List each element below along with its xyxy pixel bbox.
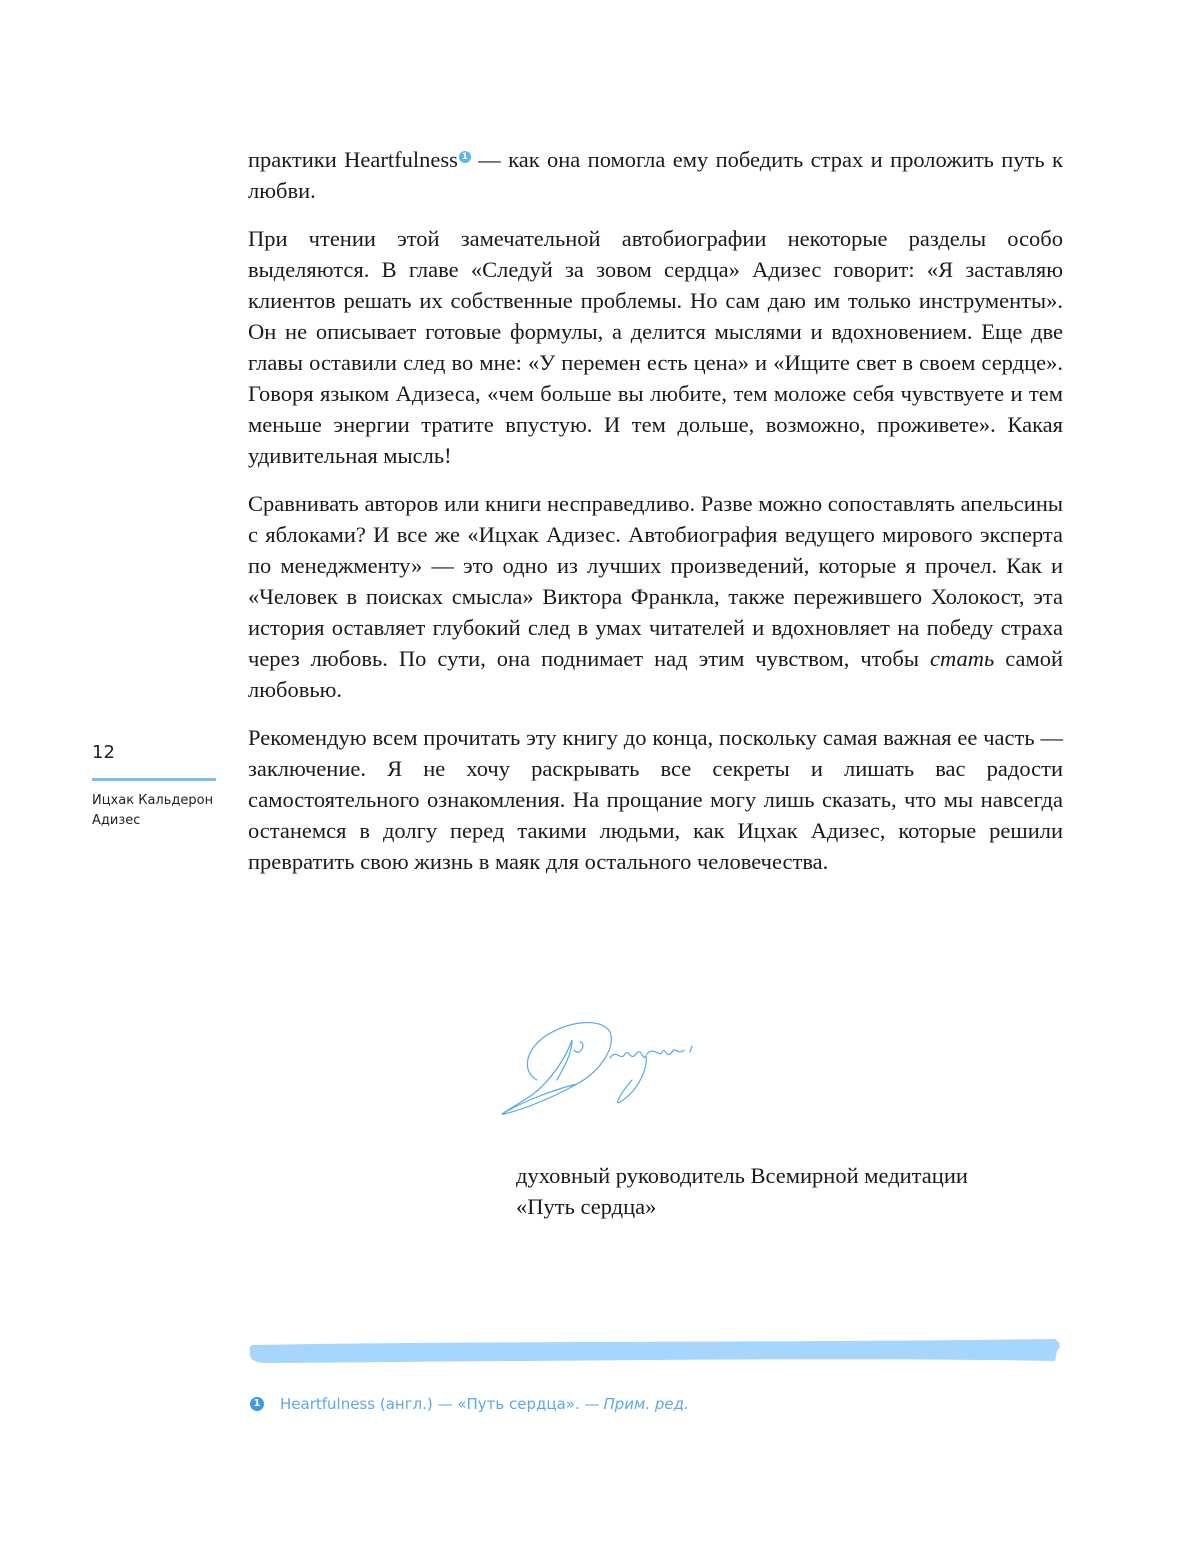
paragraph-text: практики Heartfulness	[248, 147, 458, 172]
footnote-editor-note: Прим. ред.	[603, 1395, 689, 1413]
footnote-marker-icon: 1	[250, 1397, 264, 1411]
paragraph-text: — как она помогла ему победить страх и проложить путь к любви.	[248, 147, 1063, 203]
paragraph: Рекомендую всем прочитать эту книгу до конца, поскольку самая важная ее часть — заключение. Я не хочу раскрывать все секреты и лишать вас радости самостоятельного ознакомления. На прощание могу лишь сказать, что мы навсегда останемся в долгу перед такими людьми, как Ицхак Адизес, которые решили превратить свою жизнь в маяк для остального человечества.	[248, 725, 1063, 874]
margin-divider	[92, 778, 216, 781]
page-margin-info	[92, 740, 216, 831]
emphasis: стать	[929, 646, 995, 671]
paragraph: При чтении этой замечательной автобиографии некоторые разделы особо выделяются. В главе «Следуй за зовом сердца» Адизес говорит: «Я заставляю клиентов решать их собственные проблемы. Но сам даю им только инструменты». Он не описывает готовые формулы, а делится мыслями и вдохновением. Еще две главы оставили след во мне: «У перемен есть цена» и «Ищите свет в своем сердце». Говоря языком Адизеса, «чем больше вы любите, тем моложе себя чувствуете и тем меньше энергии тратите впустую. И тем дольше, возможно, проживете». Какая удивительная мысль!	[248, 226, 1063, 468]
footnote-reference-icon[interactable]: 1	[459, 151, 471, 163]
body-text	[248, 144, 1063, 894]
running-head-author: Ицхак Кальдерон Адизес	[92, 793, 214, 828]
signature-icon	[492, 1010, 702, 1120]
paragraph	[248, 144, 1063, 206]
brush-stroke-divider	[247, 1337, 1063, 1365]
paragraph	[248, 488, 1063, 705]
signatory-role-line: духовный руководитель Всемирной медитации	[516, 1163, 968, 1188]
footnote-text: Heartfulness (англ.) — «Путь сердца». —	[280, 1395, 600, 1413]
signatory-role	[516, 1160, 1076, 1222]
signatory-role-line: «Путь сердца»	[516, 1194, 657, 1219]
paragraph-text: Сравнивать авторов или книги несправедливо. Разве можно сопоставлять апельсины с яблоками? И все же «Ицхак Адизес. Автобиография ведущего мирового эксперта по менеджменту» — это одно из лучших произведений, которые я прочел. Как и «Человек в поисках смысла» Виктора Франкла, также пережившего Холокост, эта история оставляет глубокий след в умах читателей и вдохновляет на победу страха через любовь. По сути, она поднимает над этим чувством, чтобы	[248, 491, 1063, 671]
page-number: 12	[92, 742, 115, 763]
paragraph-text: самой любовью.	[248, 646, 1063, 702]
footnote	[250, 1393, 689, 1415]
